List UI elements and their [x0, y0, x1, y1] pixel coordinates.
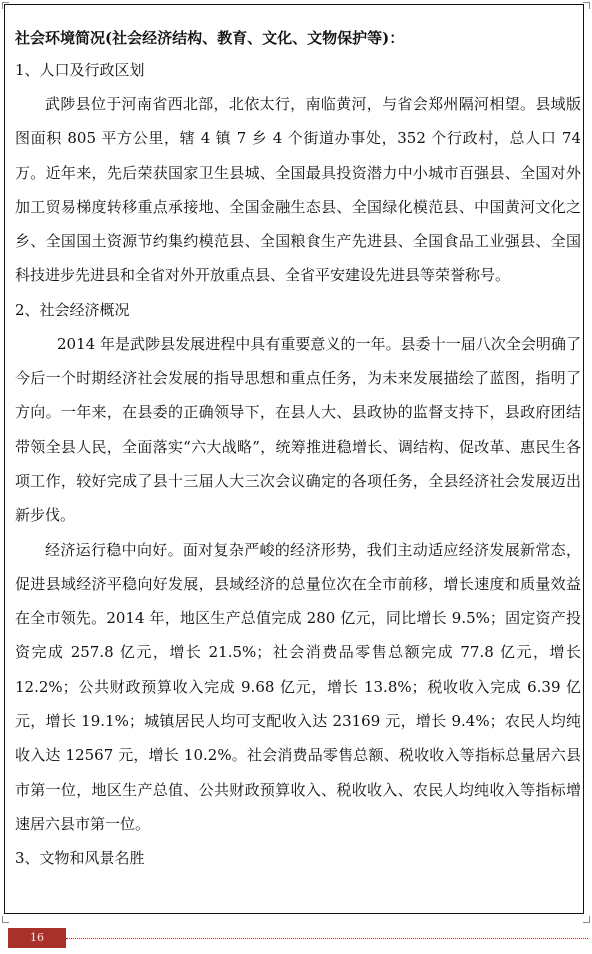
subsection-title: 1、人口及行政区划 [15, 61, 145, 79]
paragraph: 武陟县位于河南省西北部，北依太行，南临黄河，与省会郑州隔河相望。县域版图面积 805 平方公里，辖 4 镇 7 乡 4 个街道办事处，352 个行政村，总人口 74 万。近年来，先后荣获国家卫生县城、全国最具投资潜力中小城市百强县、全国对外加工贸易梯度转移重点承接地、全国金融生态县、全国绿化模范县、中国黄河文化之乡、全国国土资源节约集约模范县、全国粮食生产先进县、全国食品工业强县、全国科技进步先进县和全省对外开放重点县、全省平安建设先进县等荣誉称号。 [15, 95, 581, 285]
paragraph: 经济运行稳中向好。面对复杂严峻的经济形势，我们主动适应经济发展新常态，促进县域经济平稳向好发展，县域经济的总量位次在全市前移，增长速度和质量效益在全市领先。2014 年，地区生产总值完成 280 亿元，同比增长 9.5%；固定资产投资完成 257.8 亿元，增长 21.5%；社会消费品零售总额完成 77.8 亿元，增长 12.2%；公共财政预算收入完成 9.68 亿元，增长 13.8%；税收收入完成 6.39 亿元，增长 19.1%；城镇居民人均可支配收入达 23169 元，增长 9.4%；农民人均纯收入达 12567 元，增长 10.2%。社会消费品零售总额、税收收入等指标总量居六县市第一位，地区生产总值、公共财政预算收入、税收收入、农民人均纯收入等指标增速居六县市第一位。 [15, 540, 581, 833]
paragraph: 2014 年是武陟县发展进程中具有重要意义的一年。县委十一届八次全会明确了今后一个时期经济社会发展的指导思想和重点任务，为未来发展描绘了蓝图，指明了方向。一年来，在县委的正确领导下，在县人大、县政协的监督支持下，县政府团结带领全县人民，全面落实“六大战略”，统筹推进稳增长、调结构、促改革、惠民生各项工作，较好完成了县十三届人大三次会议确定的各项任务，全县经济社会发展迈出新步伐。 [15, 334, 581, 525]
page-number: 16 [8, 928, 66, 948]
crop-mark [583, 2, 590, 9]
subsection-title: 3、文物和风景名胜 [15, 849, 145, 868]
footer-divider [66, 938, 588, 939]
section-heading: 社会环境简况(社会经济结构、教育、文化、文物保护等)： [15, 29, 405, 47]
subsection-title: 2、社会经济概况 [15, 300, 130, 319]
crop-mark [583, 916, 590, 923]
document-body [15, 23, 581, 875]
crop-mark [2, 916, 9, 923]
document-table-frame [4, 4, 584, 914]
